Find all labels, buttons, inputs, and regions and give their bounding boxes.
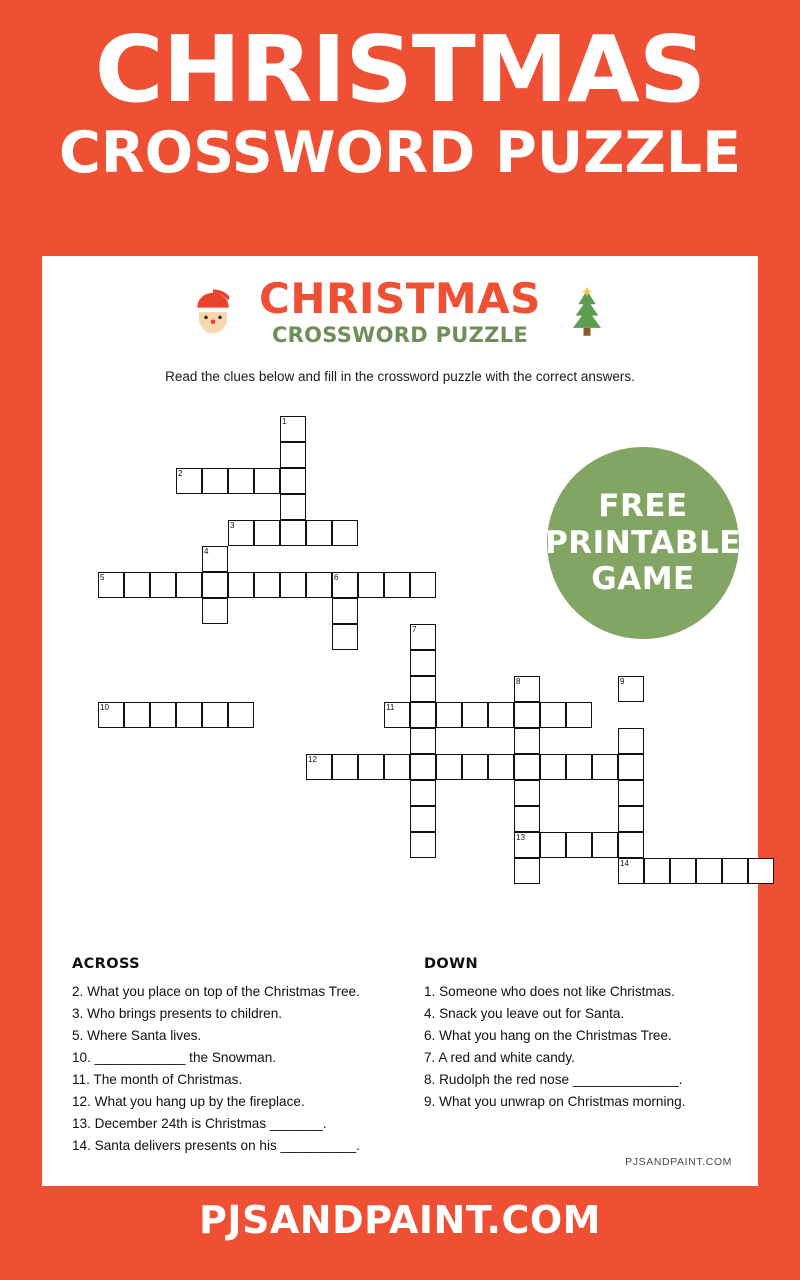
crossword-cell[interactable]	[254, 572, 280, 598]
sheet-footer-url: PJSANDPAINT.COM	[625, 1156, 732, 1168]
crossword-cell[interactable]	[228, 572, 254, 598]
crossword-cell[interactable]	[202, 468, 228, 494]
sheet-subtitle: CROSSWORD PUZZLE	[271, 323, 529, 347]
banner-title-line2: CROSSWORD PUZZLE	[58, 120, 742, 187]
crossword-cell[interactable]	[384, 754, 410, 780]
crossword-cell[interactable]	[514, 832, 540, 858]
crossword-cell[interactable]	[410, 754, 436, 780]
crossword-cell[interactable]	[514, 780, 540, 806]
crossword-cell[interactable]	[228, 520, 254, 546]
crossword-cell[interactable]	[410, 650, 436, 676]
badge-line2: PRINTABLE	[545, 524, 741, 561]
cell-number: 14	[620, 859, 629, 868]
crossword-cell[interactable]	[566, 832, 592, 858]
cell-number: 12	[308, 755, 317, 764]
crossword-cell[interactable]	[696, 858, 722, 884]
crossword-cell[interactable]	[514, 858, 540, 884]
cell-number: 9	[620, 677, 625, 686]
crossword-cell[interactable]	[410, 676, 436, 702]
across-heading: ACROSS	[72, 956, 140, 972]
cell-number: 5	[100, 573, 105, 582]
crossword-cell[interactable]	[280, 416, 306, 442]
crossword-cell[interactable]	[488, 754, 514, 780]
crossword-cell[interactable]	[254, 520, 280, 546]
crossword-cell[interactable]	[280, 442, 306, 468]
crossword-cell[interactable]	[332, 598, 358, 624]
crossword-cell[interactable]	[332, 624, 358, 650]
crossword-cell[interactable]	[722, 858, 748, 884]
crossword-cell[interactable]	[280, 520, 306, 546]
clue-down-item: 8. Rudolph the red nose ______________.	[424, 1072, 683, 1088]
crossword-cell[interactable]	[202, 598, 228, 624]
crossword-cell[interactable]	[514, 754, 540, 780]
crossword-cell[interactable]	[410, 624, 436, 650]
cell-number: 13	[516, 833, 525, 842]
cell-number: 2	[178, 469, 183, 478]
crossword-cell[interactable]	[514, 728, 540, 754]
cell-number: 3	[230, 521, 235, 530]
crossword-cell[interactable]	[566, 702, 592, 728]
crossword-cell[interactable]	[540, 754, 566, 780]
crossword-cell[interactable]	[618, 676, 644, 702]
sheet-title-block	[259, 274, 541, 347]
crossword-cell[interactable]	[280, 494, 306, 520]
cell-number: 7	[412, 625, 417, 634]
crossword-cell[interactable]	[358, 754, 384, 780]
crossword-cell[interactable]	[176, 468, 202, 494]
clue-across-item: 2. What you place on top of the Christmas Tree.	[72, 984, 360, 999]
crossword-cell[interactable]	[462, 754, 488, 780]
christmas-tree-icon	[559, 285, 615, 341]
crossword-cell[interactable]	[202, 702, 228, 728]
badge-line1: FREE	[598, 488, 688, 525]
cell-number: 6	[334, 573, 339, 582]
banner-title-line1: CHRISTMAS	[94, 16, 706, 123]
crossword-cell[interactable]	[748, 858, 774, 884]
crossword-cell[interactable]	[202, 572, 228, 598]
crossword-cell[interactable]	[540, 702, 566, 728]
badge-line3: GAME	[591, 561, 695, 598]
cell-number: 11	[386, 703, 395, 712]
instructions-text: Read the clues below and fill in the crossword puzzle with the correct answers.	[165, 369, 635, 385]
crossword-cell[interactable]	[618, 832, 644, 858]
santa-icon	[185, 285, 241, 341]
crossword-cell[interactable]	[410, 832, 436, 858]
crossword-cell[interactable]	[670, 858, 696, 884]
cell-number: 1	[282, 417, 287, 426]
crossword-cell[interactable]	[436, 754, 462, 780]
clue-down-item: 9. What you unwrap on Christmas morning.	[424, 1094, 686, 1110]
crossword-cell[interactable]	[514, 676, 540, 702]
crossword-cell[interactable]	[384, 702, 410, 728]
crossword-cell[interactable]	[436, 702, 462, 728]
crossword-cell[interactable]	[462, 702, 488, 728]
crossword-cell[interactable]	[150, 572, 176, 598]
crossword-cell[interactable]	[592, 832, 618, 858]
bottom-site-url: PJSANDPAINT.COM	[199, 1198, 601, 1242]
crossword-cell[interactable]	[410, 572, 436, 598]
crossword-cell[interactable]	[410, 780, 436, 806]
clue-across-item: 13. December 24th is Christmas _______.	[72, 1116, 327, 1132]
crossword-cell[interactable]	[124, 572, 150, 598]
crossword-cell[interactable]	[592, 754, 618, 780]
clue-across-item: 14. Santa delivers presents on his __________.	[72, 1138, 360, 1154]
crossword-cell[interactable]	[306, 572, 332, 598]
crossword-cell[interactable]	[228, 468, 254, 494]
crossword-cell[interactable]	[410, 702, 436, 728]
crossword-cell[interactable]	[202, 546, 228, 572]
across-column	[72, 956, 402, 1157]
clue-down-item: 4. Snack you leave out for Santa.	[424, 1006, 625, 1022]
crossword-cell[interactable]	[618, 858, 644, 884]
crossword-cell[interactable]	[254, 468, 280, 494]
crossword-cell[interactable]	[332, 754, 358, 780]
clue-across-item: 10. ____________ the Snowman.	[72, 1050, 277, 1066]
crossword-cell[interactable]	[98, 572, 124, 598]
crossword-cell[interactable]	[384, 572, 410, 598]
crossword-cell[interactable]	[410, 806, 436, 832]
crossword-cell[interactable]	[306, 520, 332, 546]
crossword-cell[interactable]	[410, 728, 436, 754]
crossword-cell[interactable]	[618, 780, 644, 806]
clue-down-item: 6. What you hang on the Christmas Tree.	[424, 1028, 672, 1044]
clue-across-item: 3. Who brings presents to children.	[72, 1006, 283, 1022]
crossword-cell[interactable]	[280, 468, 306, 494]
crossword-cell[interactable]	[514, 702, 540, 728]
crossword-cell[interactable]	[228, 702, 254, 728]
crossword-cell[interactable]	[618, 806, 644, 832]
crossword-cell[interactable]	[98, 702, 124, 728]
sheet-title: CHRISTMAS	[259, 274, 541, 323]
cell-number: 8	[516, 677, 521, 686]
crossword-cell[interactable]	[540, 832, 566, 858]
sheet-header	[42, 256, 758, 347]
crossword-cell[interactable]	[332, 572, 358, 598]
clue-across-item: 11. The month of Christmas.	[72, 1072, 243, 1088]
cell-number: 4	[204, 547, 209, 556]
clue-across-item: 12. What you hang up by the fireplace.	[72, 1094, 305, 1110]
page-banner	[0, 0, 800, 187]
crossword-cell[interactable]	[514, 806, 540, 832]
clues-section	[72, 956, 732, 1157]
crossword-cell[interactable]	[618, 754, 644, 780]
clue-down-item: 7. A red and white candy.	[424, 1050, 575, 1066]
crossword-cell[interactable]	[644, 858, 670, 884]
clue-down-item: 1. Someone who does not like Christmas.	[424, 984, 675, 999]
crossword-cell[interactable]	[280, 572, 306, 598]
free-printable-badge	[540, 440, 746, 646]
crossword-cell[interactable]	[124, 702, 150, 728]
down-heading: DOWN	[424, 956, 479, 972]
down-column	[402, 956, 732, 1157]
crossword-cell[interactable]	[306, 754, 332, 780]
crossword-cell[interactable]	[176, 572, 202, 598]
clue-across-item: 5. Where Santa lives.	[72, 1028, 202, 1044]
crossword-cell[interactable]	[566, 754, 592, 780]
printable-sheet	[42, 256, 758, 1186]
crossword-cell[interactable]	[488, 702, 514, 728]
crossword-cell[interactable]	[618, 728, 644, 754]
crossword-cell[interactable]	[358, 572, 384, 598]
cell-number: 10	[100, 703, 109, 712]
crossword-cell[interactable]	[176, 702, 202, 728]
crossword-cell[interactable]	[150, 702, 176, 728]
crossword-cell[interactable]	[332, 520, 358, 546]
